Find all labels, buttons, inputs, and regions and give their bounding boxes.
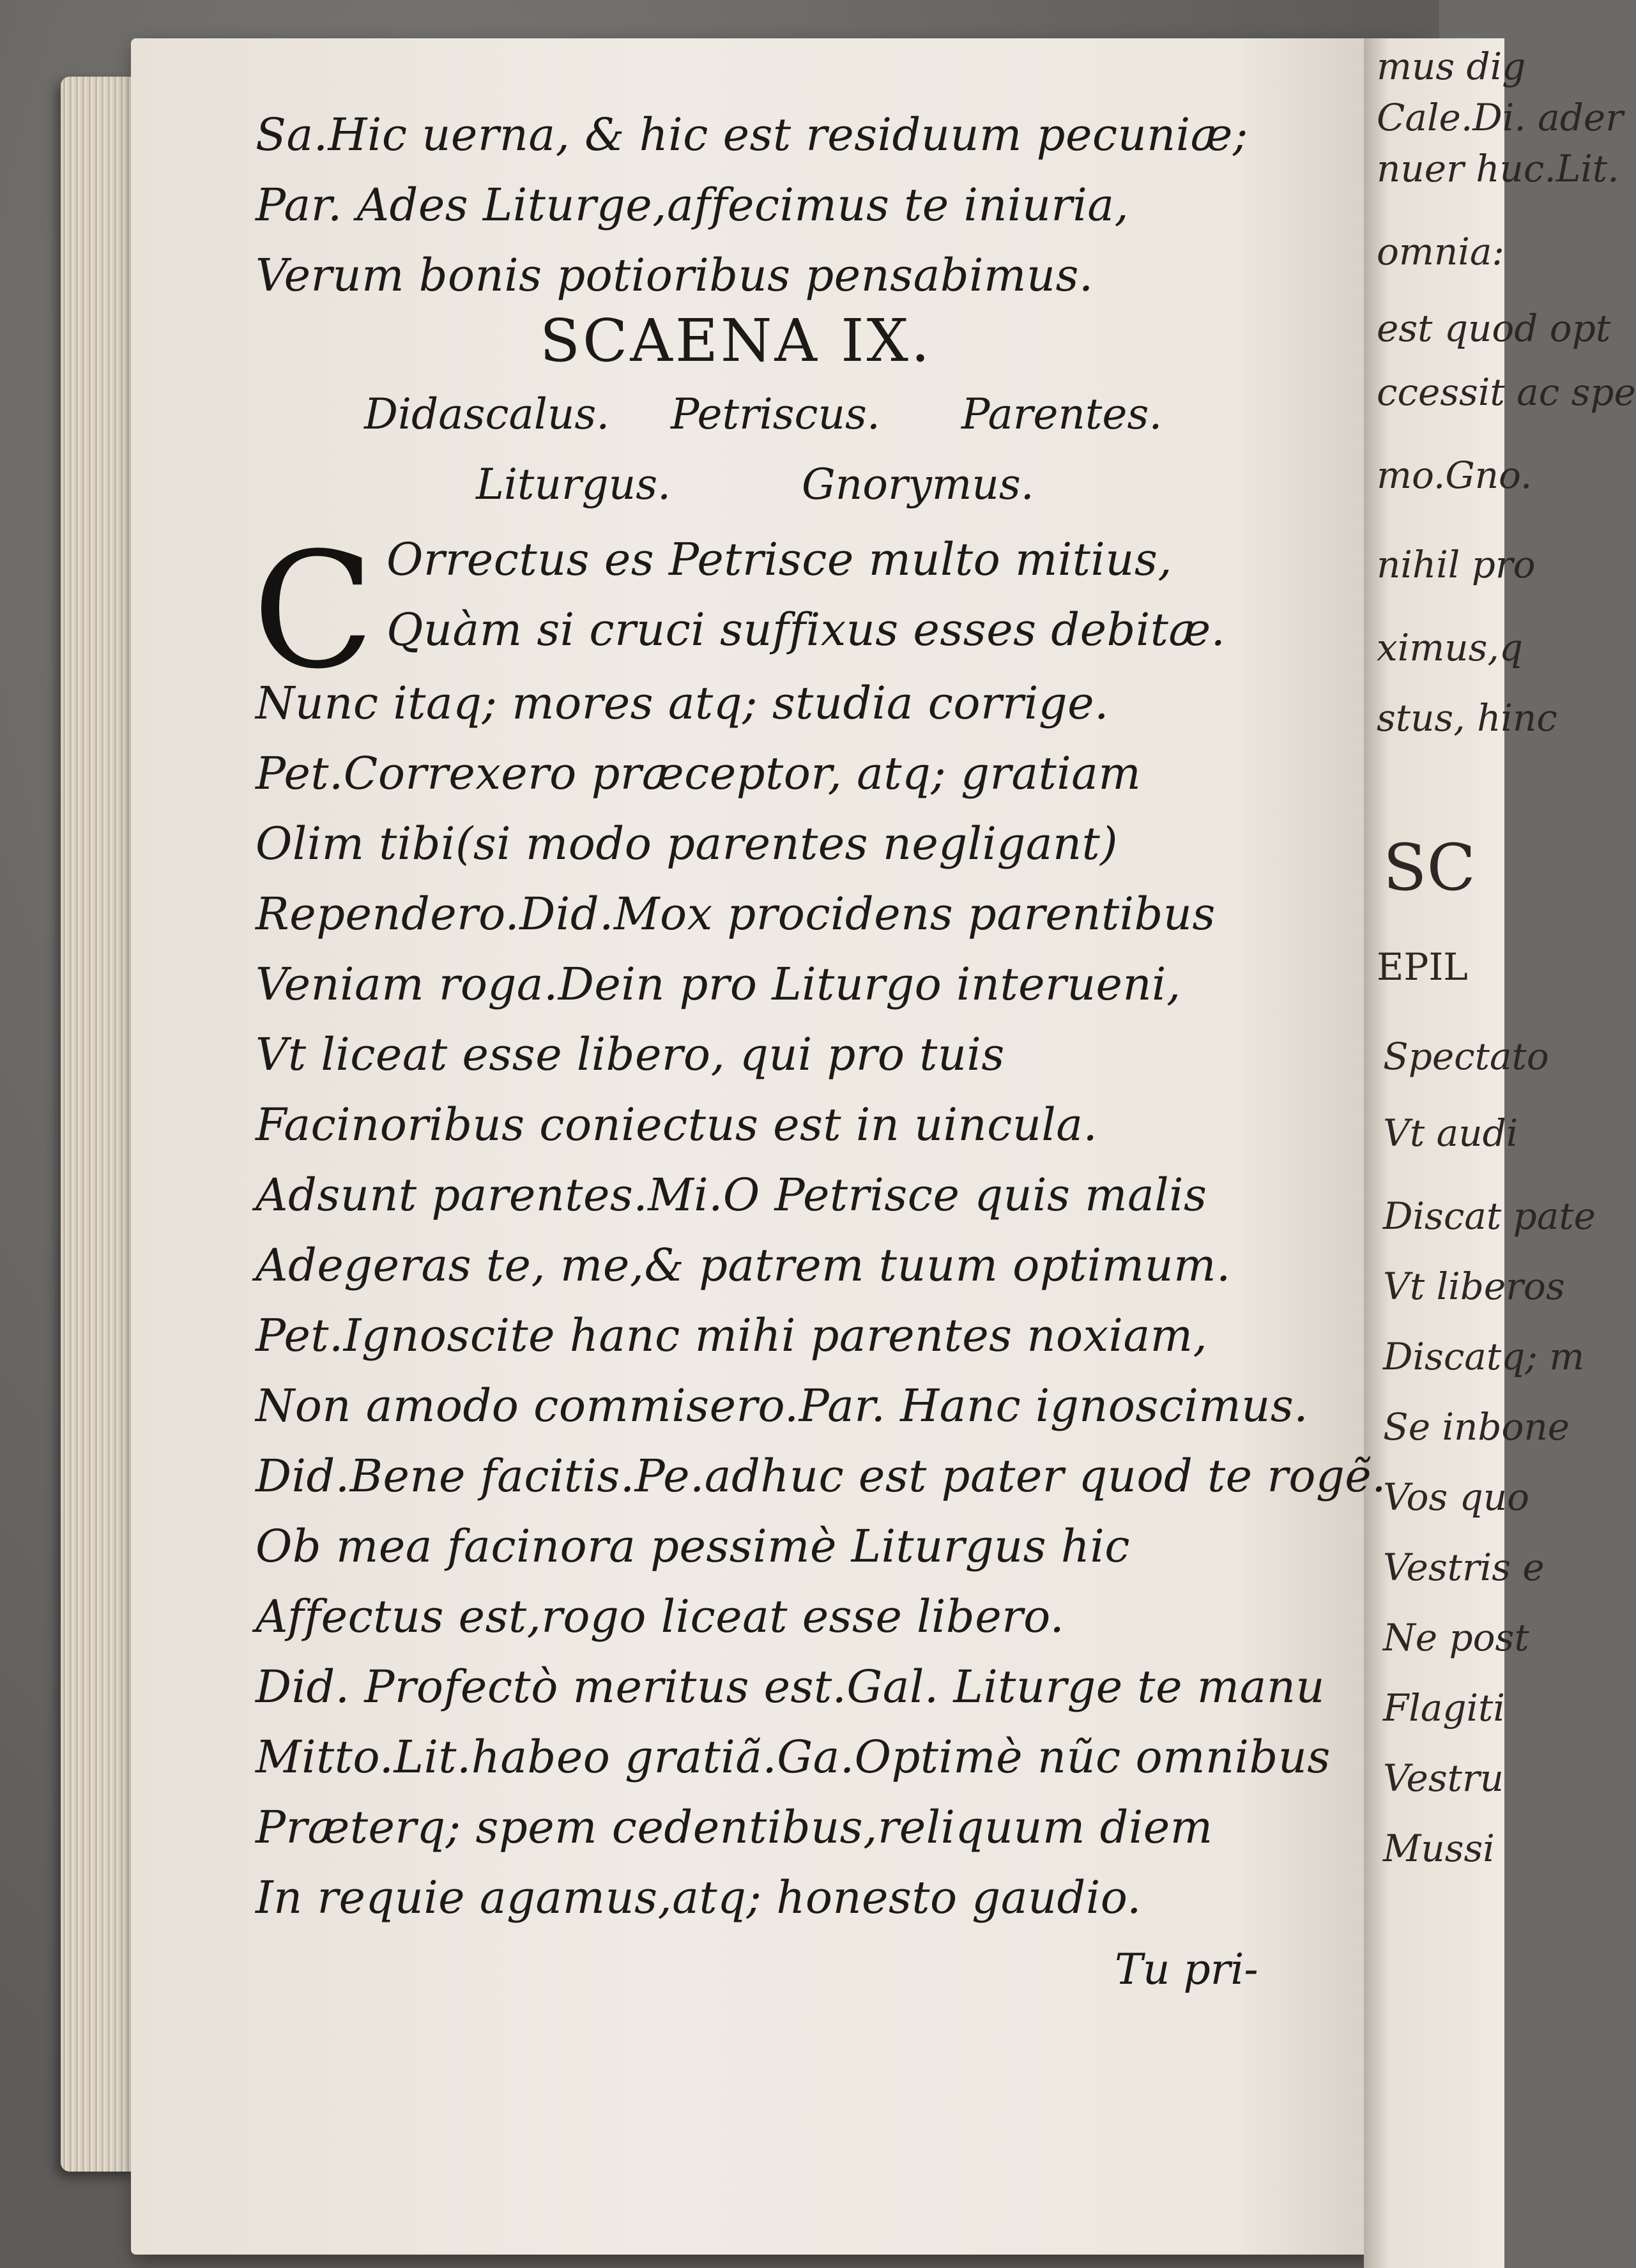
text-line: Non amodo commisero.Par. Hanc ignoscimus. (256, 1380, 1308, 1432)
right-page-heading: SC (1383, 830, 1476, 905)
text-line: Orrectus es Petrisce multo mitius, (386, 533, 1173, 586)
character-name: Gnorymus. (802, 460, 1034, 509)
right-page-fragment: nuer huc.Lit. (1377, 147, 1619, 190)
text-line: Par. Ades Liturge,affecimus te iniuria, (256, 179, 1129, 231)
text-line: Pet.Ignoscite hanc mihi parentes noxiam, (256, 1309, 1208, 1362)
text-line: Sa.Hic uerna, & hic est residuum pecuniæ; (256, 109, 1249, 161)
text-line: Adegeras te, me,& patrem tuum optimum. (256, 1239, 1231, 1291)
text-line: Facinoribus coniectus est in uincula. (256, 1099, 1098, 1151)
text-line: Olim tibi(si modo parentes negligant) (256, 818, 1119, 870)
text-line: Adsunt parentes.Mi.O Petrisce quis malis (256, 1169, 1207, 1221)
text-line: Did. Profectò meritus est.Gal. Liturge te manu (256, 1661, 1326, 1713)
catchword: Tu pri- (1115, 1945, 1258, 1994)
text-line: Ob mea facinora pessimè Liturgus hic (256, 1520, 1130, 1572)
right-page-fragment: Se inbone (1383, 1405, 1570, 1449)
right-page-fragment: Vt liberos (1383, 1265, 1565, 1308)
text-line: Rependero.Did.Mox procidens parentibus (256, 888, 1216, 940)
text-line: Præterq; spem cedentibus,reliquum diem (256, 1801, 1213, 1853)
text-line: Quàm si cruci suffixus esses debitæ. (386, 604, 1226, 656)
right-page-fragment: est quod opt (1377, 307, 1611, 350)
right-page-fragment: Vestru (1383, 1756, 1504, 1800)
right-page (1364, 38, 1636, 2268)
right-page-fragment: omnia: (1377, 230, 1504, 273)
right-page-fragment: Vestris e (1383, 1546, 1545, 1589)
page-edges (61, 77, 137, 2172)
right-page-fragment: mo.Gno. (1377, 453, 1533, 497)
right-page-fragment: Cale.Di. ader (1377, 96, 1623, 139)
right-page-fragment: ccessit ac spe (1377, 370, 1636, 414)
right-page-fragment: stus, hinc (1377, 696, 1557, 740)
character-name: Parentes. (961, 390, 1163, 439)
right-page-fragment: Discatq; m (1383, 1335, 1585, 1378)
text-line: Verum bonis potioribus pensabimus. (256, 249, 1094, 301)
text-line: In requie agamus,atq; honesto gaudio. (256, 1871, 1142, 1924)
right-page-fragment: mus dig (1377, 45, 1526, 88)
text-line: Affectus est,rogo liceat esse libero. (256, 1590, 1065, 1643)
text-line: Pet.Correxero præceptor, atq; gratiam (256, 747, 1142, 800)
text-line: Vt liceat esse libero, qui pro tuis (256, 1028, 1005, 1081)
right-page-fragment: Discat pate (1383, 1194, 1596, 1238)
right-page-fragment: Vt audi (1383, 1111, 1518, 1155)
right-page-fragment: Spectato (1383, 1035, 1549, 1078)
drop-cap: C (252, 518, 375, 704)
right-page-fragment: Ne post (1383, 1616, 1529, 1659)
right-page-fragment: Vos quo (1383, 1475, 1530, 1519)
right-page-fragment: Mussi (1383, 1827, 1495, 1870)
character-name: Liturgus. (476, 460, 671, 509)
right-page-fragment: ximus,q (1377, 626, 1523, 669)
text-line: Mitto.Lit.habeo gratiã.Ga.Optimè nũc omnibus (256, 1731, 1331, 1783)
character-name: Petriscus. (671, 390, 880, 439)
text-line: Nunc itaq; mores atq; studia corrige. (256, 677, 1109, 729)
right-page-fragment: Flagiti (1383, 1686, 1505, 1730)
text-line: Veniam roga.Dein pro Liturgo interueni, (256, 958, 1181, 1010)
scene-title: SCAENA IX. (540, 307, 933, 375)
right-page-heading: EPIL (1377, 945, 1468, 989)
text-line: Did.Bene facitis.Pe.adhuc est pater quod te rogẽ. (256, 1450, 1386, 1502)
character-name: Didascalus. (364, 390, 610, 439)
right-page-fragment: nihil pro (1377, 543, 1536, 586)
